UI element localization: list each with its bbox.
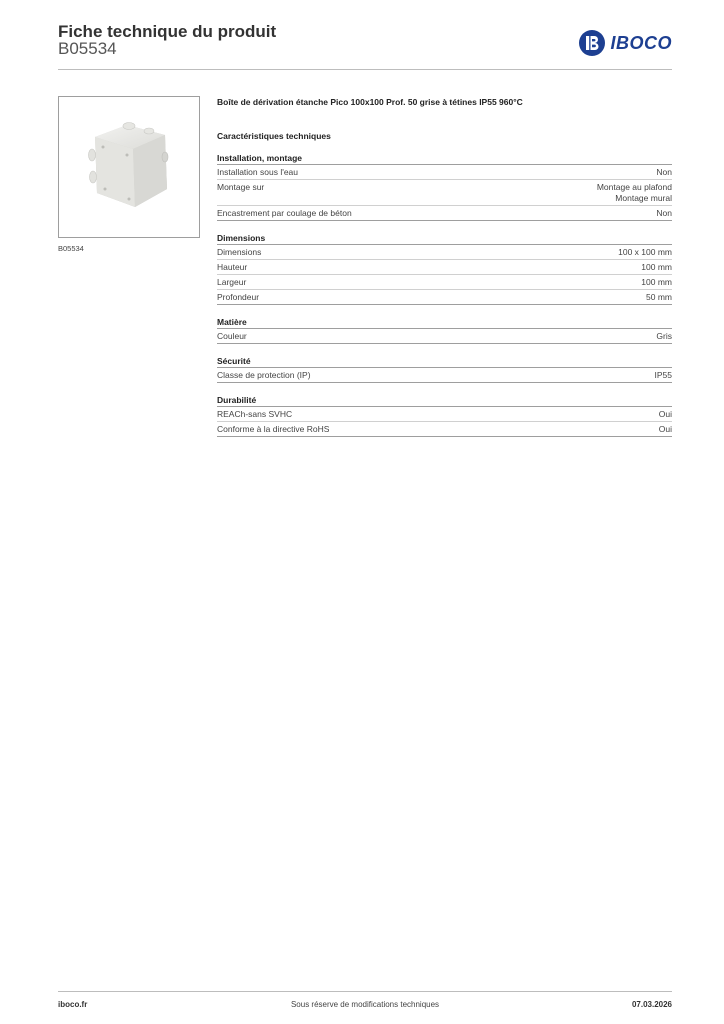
spec-value-line: Oui: [658, 424, 672, 434]
junction-box-image: [59, 97, 199, 237]
spec-row: [217, 407, 672, 422]
spec-value-line: Non: [656, 167, 672, 177]
document-title: Fiche technique du produit: [58, 22, 277, 41]
spec-group: [217, 328, 672, 344]
spec-value-line: Montage au plafond: [596, 182, 672, 192]
spec-group: [217, 406, 672, 437]
spec-value: [656, 208, 672, 219]
spec-label: Montage sur: [217, 182, 265, 192]
spec-value-line: Montage mural: [615, 193, 672, 203]
product-title: Boîte de dérivation étanche Pico 100x100 Prof. 50 grise à tétines IP55 960°C: [217, 97, 523, 107]
page-header: [58, 22, 672, 70]
spec-value-line: 100 x 100 mm: [618, 247, 672, 257]
group-title: Sécurité: [217, 356, 251, 366]
spec-label: Encastrement par coulage de béton: [217, 208, 352, 218]
spec-value: [646, 292, 672, 303]
iboco-logo-icon: [578, 29, 606, 57]
spec-groups: [217, 152, 672, 437]
product-code: B05534: [58, 39, 117, 58]
spec-value: [641, 277, 672, 288]
group-title: Matière: [217, 317, 247, 327]
spec-row: [217, 165, 672, 180]
spec-label: Profondeur: [217, 292, 260, 302]
spec-value: [659, 424, 672, 435]
spec-group: [217, 164, 672, 221]
footer-date: 07.03.2026: [631, 1000, 672, 1009]
image-caption: B05534: [58, 244, 84, 253]
spec-value-line: Non: [656, 208, 672, 218]
spec-value: [618, 247, 672, 258]
footer-website: iboco.fr: [58, 1000, 88, 1009]
spec-value-line: Gris: [656, 331, 672, 341]
spec-label: Couleur: [217, 331, 247, 341]
spec-row: [217, 422, 672, 436]
product-image: [58, 96, 200, 238]
spec-content: [217, 96, 672, 437]
spec-label: Hauteur: [217, 262, 248, 272]
spec-label: Classe de protection (IP): [217, 370, 311, 380]
spec-value-line: 100 mm: [641, 262, 672, 272]
spec-value: [641, 262, 672, 273]
spec-row: [217, 329, 672, 343]
spec-group: [217, 244, 672, 305]
spec-value-line: 50 mm: [646, 292, 672, 302]
spec-label: Dimensions: [217, 247, 262, 257]
spec-row: [217, 260, 672, 275]
spec-label: Largeur: [217, 277, 247, 287]
spec-value-line: Oui: [658, 409, 672, 419]
spec-value: [656, 167, 672, 178]
spec-label: REACh-sans SVHC: [217, 409, 293, 419]
spec-row: [217, 245, 672, 260]
logo-wordmark: IBOCO: [610, 32, 672, 53]
spec-value-line: IP55: [654, 370, 672, 380]
spec-row: [217, 206, 672, 220]
group-title: Installation, montage: [217, 153, 303, 163]
spec-value: [597, 182, 672, 204]
brand-logo: [578, 28, 672, 58]
spec-value: [655, 370, 673, 381]
page-footer: [58, 991, 672, 1009]
spec-value: [656, 331, 672, 342]
spec-label: Installation sous l'eau: [217, 167, 299, 177]
group-title: Dimensions: [217, 233, 266, 243]
spec-row: [217, 180, 672, 206]
spec-value: [659, 409, 672, 420]
group-title: Durabilité: [217, 395, 257, 405]
spec-value-line: 100 mm: [641, 277, 672, 287]
spec-row: [217, 275, 672, 290]
section-title: Caractéristiques techniques: [217, 131, 331, 141]
footer-disclaimer: Sous réserve de modifications techniques: [290, 1000, 440, 1009]
spec-group: [217, 367, 672, 383]
spec-row: [217, 368, 672, 382]
spec-label: Conforme à la directive RoHS: [217, 424, 330, 434]
spec-row: [217, 290, 672, 304]
